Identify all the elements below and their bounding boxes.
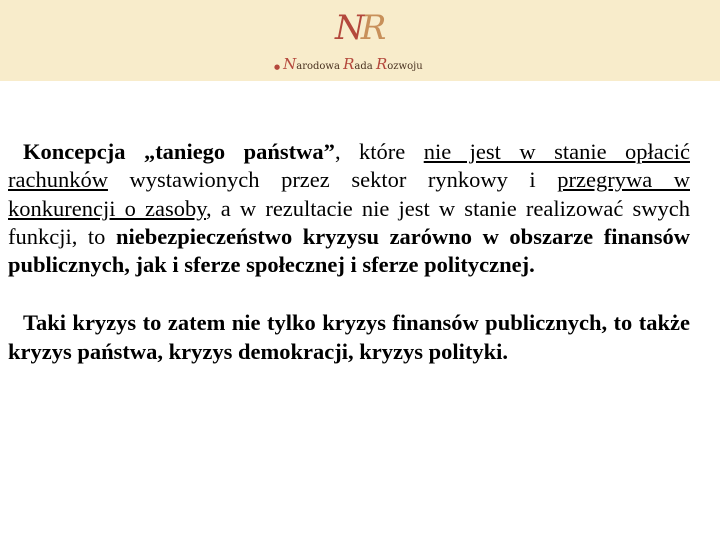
emphasis-danger: niebezpieczeństwo kryzysu zarówno w obszarze finansów publicznych, jak i sferze społecznej i sferze politycznej.: [8, 223, 690, 278]
org-name-word: arodowa: [296, 61, 344, 72]
crisis-statement: Taki kryzys to zatem nie tylko kryzys finansów publicznych, to także kryzys państwa, kryzys demokracji, kryzys polityki.: [8, 310, 690, 364]
org-name-initial: R: [375, 55, 388, 73]
org-name-word: ada: [354, 61, 376, 72]
slide-body: [8, 138, 690, 366]
concept-term: Koncepcja „taniego państwa”: [23, 139, 335, 164]
text-run: , które: [334, 139, 424, 164]
paragraph-crisis: [8, 309, 690, 366]
org-name-word: ozwoju: [387, 61, 423, 72]
underlined-phrase: przegrywa w konkurencji o zasoby: [8, 167, 690, 221]
org-name-initial: R: [343, 55, 355, 73]
underlined-phrase: nie jest w stanie opłacić rachunków: [8, 139, 690, 193]
nrr-logo-monogram: [335, 6, 391, 50]
logo-monogram-r: R: [360, 8, 383, 48]
header-banner: [0, 0, 720, 81]
logo-bullet-icon: ●: [274, 63, 281, 71]
text-run: wystawionych przez sektor rynkowy i: [107, 167, 558, 193]
logo-monogram-n: N: [335, 8, 361, 48]
org-name-initial: N: [283, 55, 297, 73]
paragraph-concept: [8, 138, 690, 279]
organization-name: [274, 55, 423, 73]
text-run: , a w rezultacie nie jest w stanie realizować swych funkcji, to: [8, 195, 690, 249]
